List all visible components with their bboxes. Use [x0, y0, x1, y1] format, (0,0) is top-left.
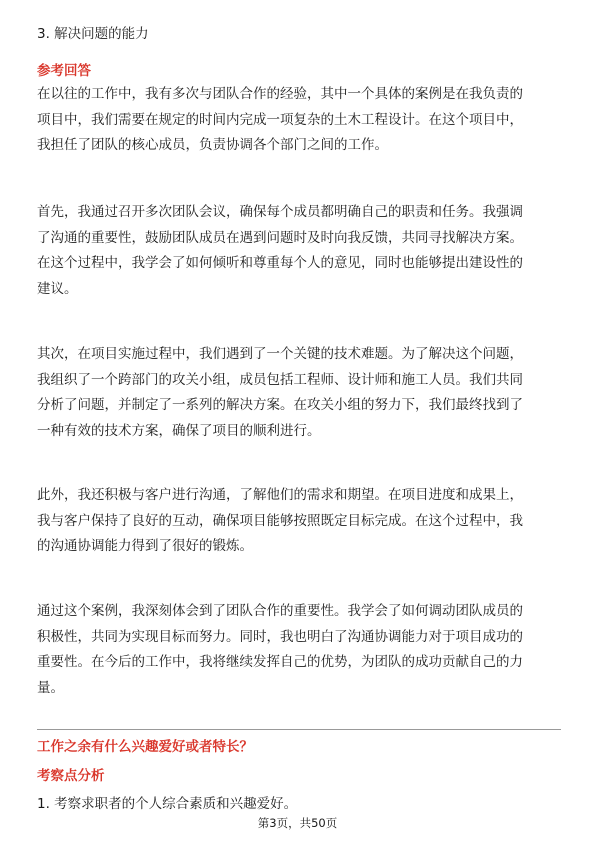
- answer-label: 参考回答: [37, 63, 91, 79]
- paragraph-line: 首先，我通过召开多次团队会议，确保每个成员都明确自己的职责和任务。我强调: [37, 204, 523, 220]
- paragraph-line: 一种有效的技术方案，确保了项目的顺利进行。: [37, 422, 321, 439]
- paragraph-line: 分析了问题，并制定了一系列的解决方案。在攻关小组的努力下，我们最终找到了: [37, 397, 523, 413]
- paragraph-line: 了沟通的重要性，鼓励团队成员在遇到问题时及时向我反馈，共同寻找解决方案。: [37, 229, 523, 246]
- analysis-label: 考察点分析: [37, 768, 105, 784]
- answer-paragraph-3: [37, 342, 561, 444]
- paragraph-line: 通过这个案例，我深刻体会到了团队合作的重要性。我学会了如何调动团队成员的: [37, 603, 523, 619]
- paragraph-line: 在这个过程中，我学会了如何倾听和尊重每个人的意见，同时也能够提出建设性的: [37, 255, 523, 271]
- answer-paragraph-2: [37, 200, 561, 302]
- paragraph-line: 在以往的工作中，我有多次与团队合作的经验，其中一个具体的案例是在我负责的: [37, 86, 523, 102]
- answer-paragraph-1: [37, 82, 561, 159]
- paragraph-line: 我与客户保持了良好的互动，确保项目能够按照既定目标完成。在这个过程中，我: [37, 512, 523, 529]
- paragraph-line: 积极性，共同为实现目标而努力。同时，我也明白了沟通协调能力对于项目成功的: [37, 628, 523, 645]
- paragraph-line: 项目中，我们需要在规定的时间内完成一项复杂的土木工程设计。在这个项目中，: [37, 111, 523, 128]
- paragraph-line: 重要性。在今后的工作中，我将继续发挥自己的优势，为团队的成功贡献自己的力: [37, 654, 523, 670]
- question-title: 工作之余有什么兴趣爱好或者特长？: [37, 739, 253, 755]
- section-divider: [37, 729, 561, 730]
- paragraph-line: 的沟通协调能力得到了很好的锻炼。: [37, 538, 253, 554]
- paragraph-line: 其次，在项目实施过程中，我们遇到了一个关键的技术难题。为了解决这个问题，: [37, 346, 523, 362]
- paragraph-line: 量。: [37, 679, 64, 696]
- analysis-item: 1. 考察求职者的个人综合素质和兴趣爱好。: [37, 796, 298, 812]
- paragraph-line: 我担任了团队的核心成员，负责协调各个部门之间的工作。: [37, 137, 388, 153]
- answer-paragraph-4: [37, 483, 561, 560]
- section-title: 3. 解决问题的能力: [37, 26, 149, 42]
- paragraph-line: 建议。: [37, 280, 78, 297]
- paragraph-line: 此外，我还积极与客户进行沟通，了解他们的需求和期望。在项目进度和成果上，: [37, 487, 523, 503]
- paragraph-line: 我组织了一个跨部门的攻关小组，成员包括工程师、设计师和施工人员。我们共同: [37, 371, 523, 388]
- page-number: 第3页，共50页: [257, 816, 338, 830]
- answer-paragraph-5: [37, 599, 561, 701]
